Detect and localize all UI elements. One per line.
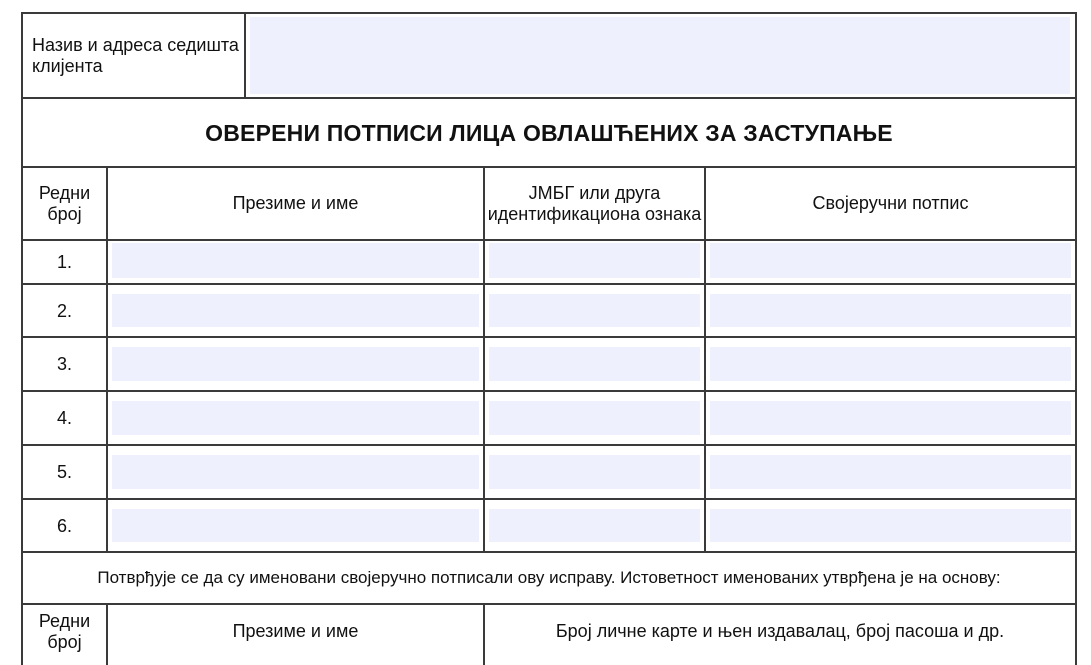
row-number: 6.: [56, 515, 72, 536]
table-row: [23, 446, 1075, 500]
signature-input[interactable]: [710, 509, 1071, 542]
table-row: [23, 285, 1075, 338]
name-input[interactable]: [112, 509, 479, 542]
table-row: [23, 392, 1075, 446]
identity-header-row: [23, 605, 1075, 665]
signature-cell: [704, 241, 1075, 283]
name-input[interactable]: [112, 243, 479, 278]
signatures-header-row: [23, 168, 1075, 241]
client-address-row: [23, 14, 1075, 99]
signature-cell: [704, 500, 1075, 551]
table-row: [23, 338, 1075, 392]
identity-header-number: Редни број: [38, 611, 91, 652]
row-number: 4.: [56, 408, 72, 428]
header-signature: Својеручни потпис: [704, 168, 1075, 239]
signature-input[interactable]: [710, 455, 1071, 489]
id-input[interactable]: [489, 509, 700, 542]
name-cell: [106, 500, 483, 551]
signature-input[interactable]: [710, 243, 1071, 278]
name-input[interactable]: [112, 347, 479, 381]
signature-input[interactable]: [710, 347, 1071, 381]
confirmation-text: Потврђује се да су именовани својеручно потписали ову исправу. Истоветност именованих утврђена је на основу:: [97, 568, 1001, 587]
id-cell: [483, 392, 704, 444]
row-number: 1.: [56, 252, 72, 272]
identity-header-document: Број личне карте и њен издавалац, број пасоша и др.: [483, 605, 1075, 665]
form-title: ОВЕРЕНИ ПОТПИСИ ЛИЦА ОВЛАШЋЕНИХ ЗА ЗАСТУПАЊЕ: [205, 119, 893, 146]
id-input[interactable]: [489, 294, 700, 327]
id-input[interactable]: [489, 243, 700, 278]
title-row: [23, 99, 1075, 168]
name-cell: [106, 446, 483, 498]
signature-cell: [704, 338, 1075, 390]
table-row: [23, 500, 1075, 553]
id-cell: [483, 500, 704, 551]
authorized-signatures-form: [21, 12, 1077, 665]
row-number: 3.: [56, 354, 72, 374]
header-name: Презиме и име: [106, 168, 483, 239]
header-number: Редни број: [38, 182, 91, 224]
header-id: ЈМБГ или друга идентификациона ознака: [483, 168, 704, 239]
signature-cell: [704, 285, 1075, 336]
id-input[interactable]: [489, 455, 700, 489]
name-input[interactable]: [112, 455, 479, 489]
table-row: [23, 241, 1075, 285]
id-cell: [483, 241, 704, 283]
confirmation-row: [23, 553, 1075, 605]
client-address-input[interactable]: [250, 17, 1070, 94]
client-address-cell: [244, 14, 1075, 97]
identity-header-name: Презиме и име: [106, 605, 483, 665]
signature-cell: [704, 446, 1075, 498]
name-input[interactable]: [112, 401, 479, 435]
id-cell: [483, 285, 704, 336]
id-cell: [483, 446, 704, 498]
name-cell: [106, 241, 483, 283]
signature-cell: [704, 392, 1075, 444]
id-input[interactable]: [489, 401, 700, 435]
row-number: 5.: [56, 462, 72, 482]
signature-input[interactable]: [710, 294, 1071, 327]
id-cell: [483, 338, 704, 390]
signature-input[interactable]: [710, 401, 1071, 435]
client-address-label: Назив и адреса седишта клијента: [32, 34, 239, 76]
name-cell: [106, 338, 483, 390]
name-cell: [106, 392, 483, 444]
name-input[interactable]: [112, 294, 479, 327]
id-input[interactable]: [489, 347, 700, 381]
row-number: 2.: [56, 300, 72, 321]
name-cell: [106, 285, 483, 336]
